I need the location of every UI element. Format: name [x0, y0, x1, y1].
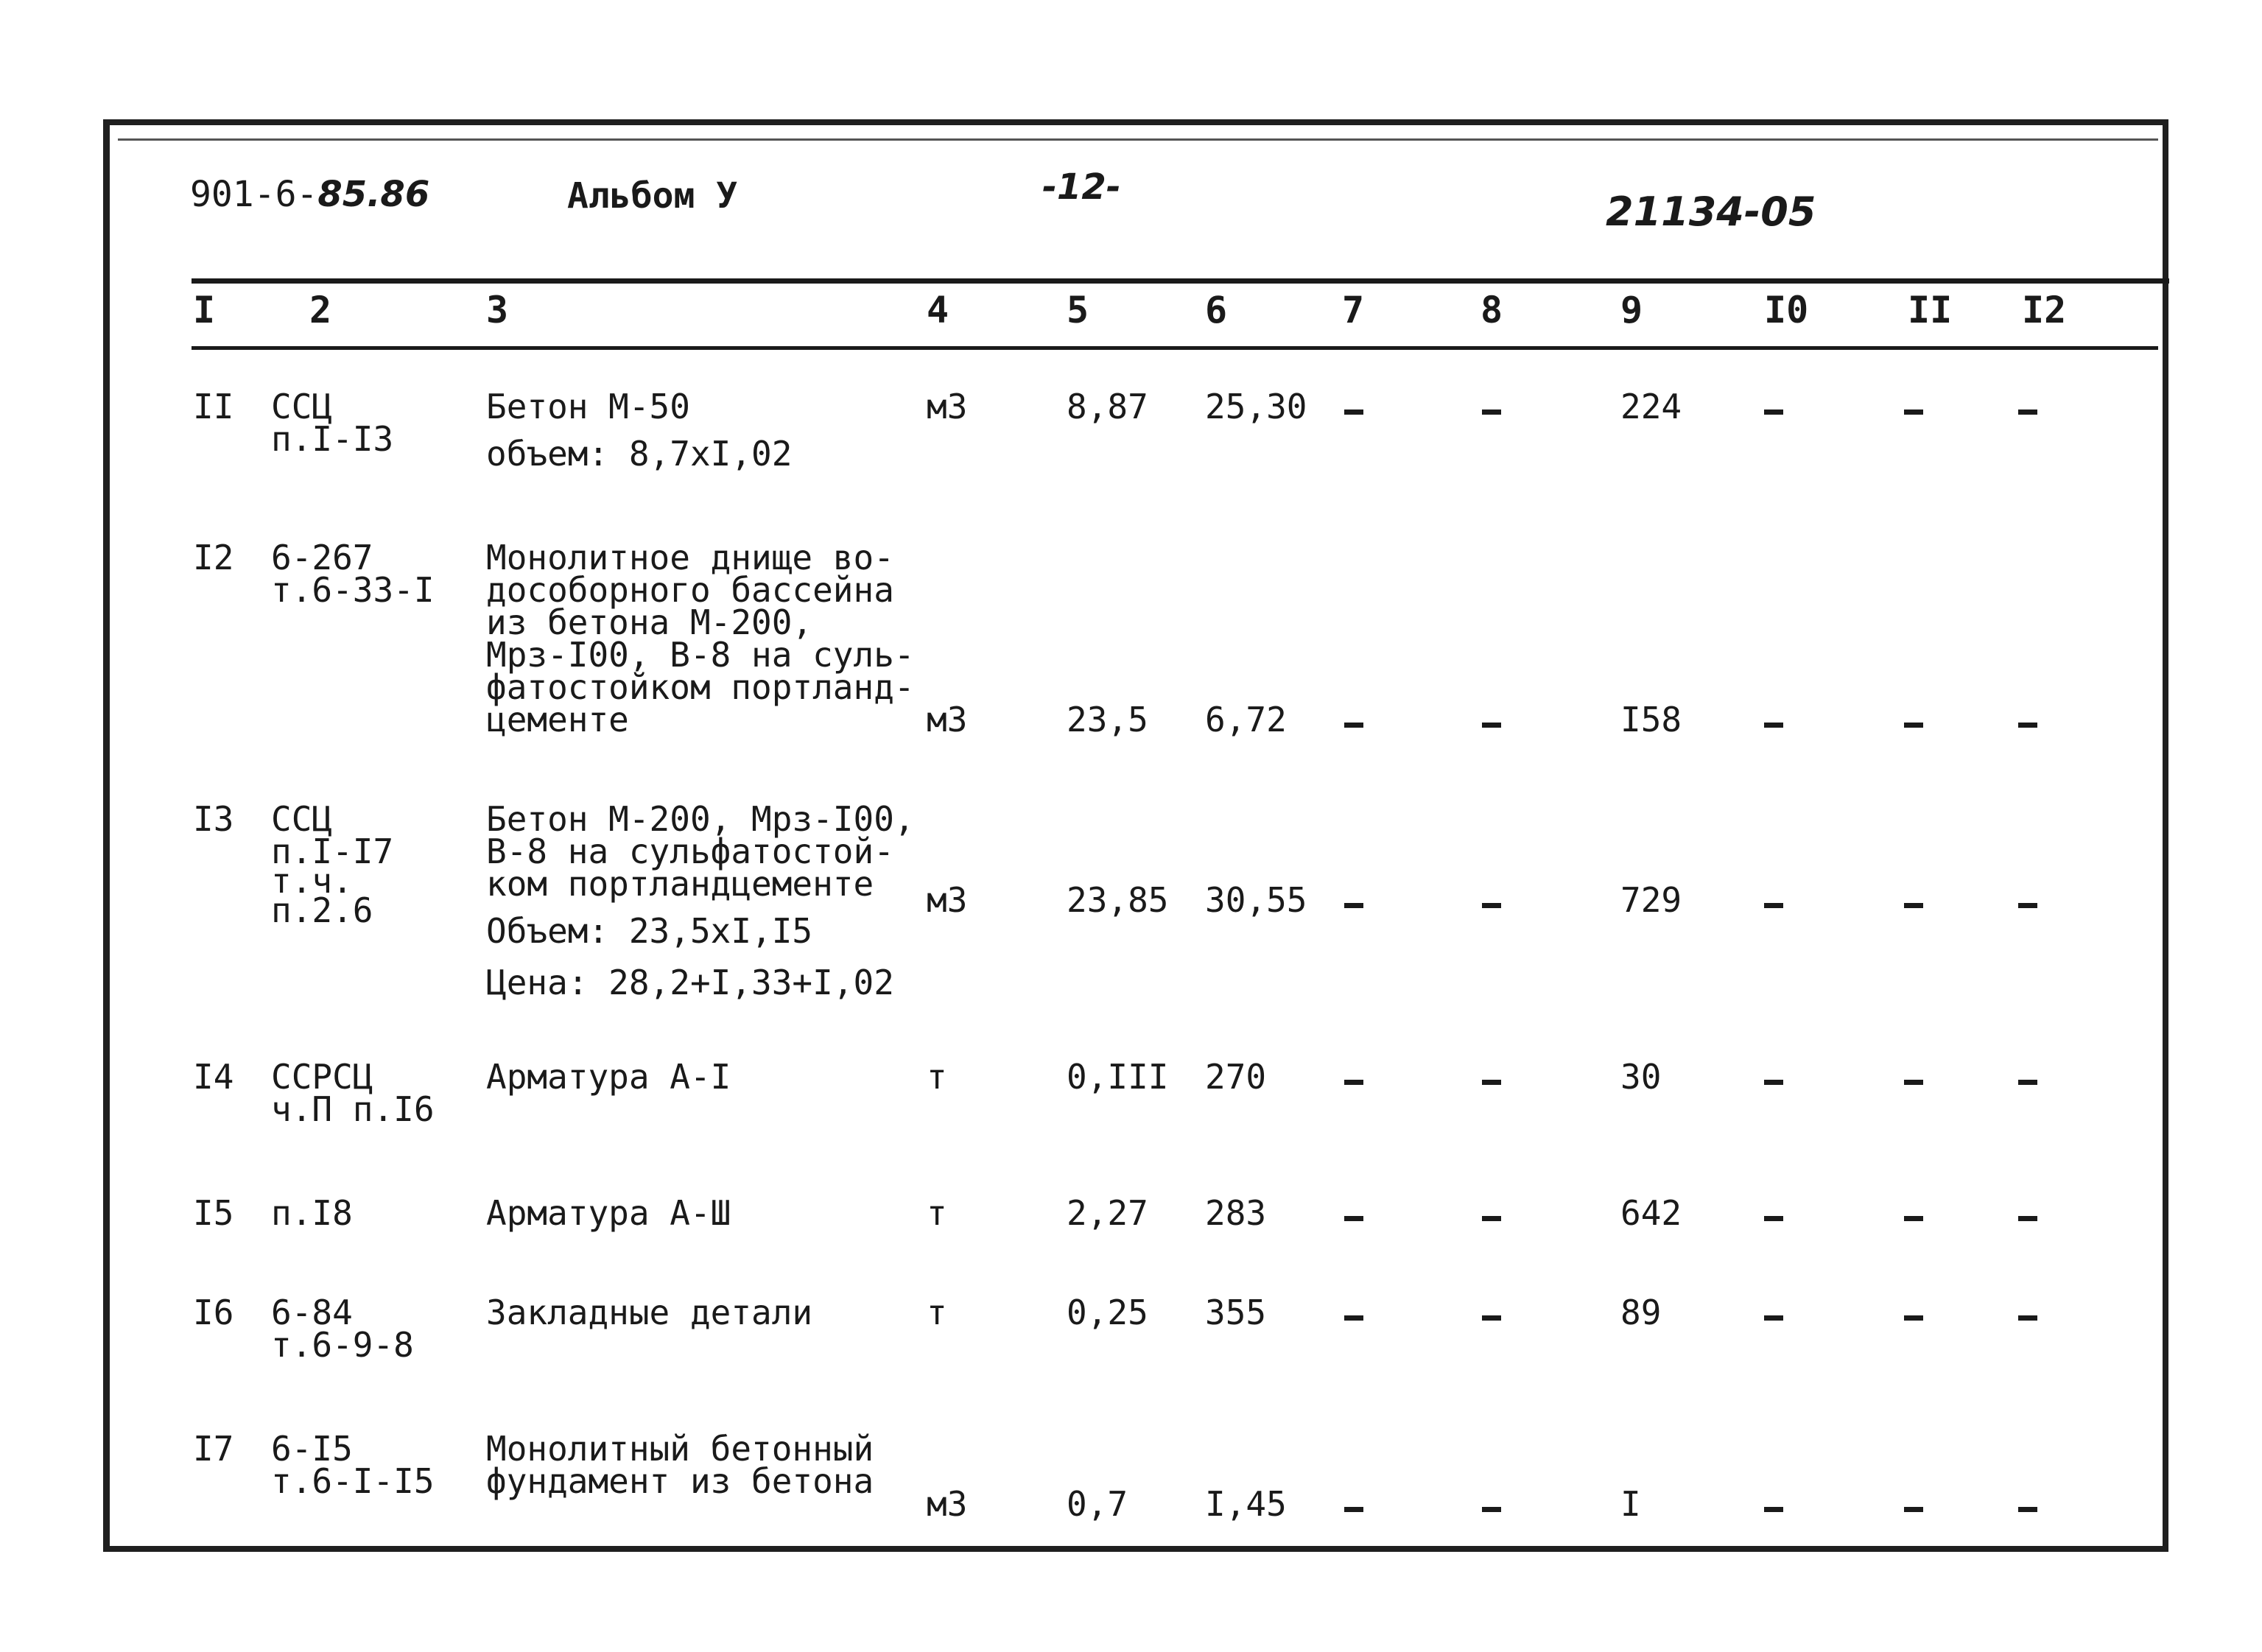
row-description-line: Монолитное днище во-: [486, 538, 894, 577]
row-description-line: фатостойком портланд-: [486, 667, 915, 707]
row-description-line: из бетона М-200,: [486, 602, 813, 642]
row-unit-price: 6,72: [1205, 700, 1287, 739]
row-col8-dash: [1482, 1080, 1501, 1085]
row-col12-dash: [2018, 1315, 2037, 1321]
doc-code: [190, 174, 429, 215]
row-col7-dash: [1344, 723, 1363, 728]
row-quantity: 0,7: [1067, 1484, 1128, 1524]
row-number: I4: [193, 1057, 234, 1097]
row-reference-line: 6-84: [271, 1293, 353, 1332]
row-quantity: 0,III: [1067, 1057, 1169, 1097]
row-unit: м3: [927, 387, 968, 426]
row-col11-dash: [1904, 1507, 1923, 1512]
album-label: Альбом У: [567, 175, 738, 217]
row-col7-dash: [1344, 410, 1363, 415]
row-description-line: Бетон М-200, Мрз-I00,: [486, 799, 915, 839]
row-description-line: дособорного бассейна: [486, 570, 894, 610]
table-top-rule: [192, 278, 2169, 284]
row-total: I58: [1620, 700, 1682, 739]
row-col12-dash: [2018, 1080, 2037, 1085]
row-reference-line: п.2.6: [271, 890, 373, 930]
row-col12-dash: [2018, 1507, 2037, 1512]
row-unit-price: I,45: [1205, 1484, 1287, 1524]
row-number: I2: [193, 538, 234, 577]
row-col10-dash: [1764, 903, 1783, 908]
sheet-code: 21134-05: [1606, 189, 1816, 235]
row-number: I6: [193, 1293, 234, 1332]
row-unit: м3: [927, 700, 968, 739]
page-number: -12-: [1042, 166, 1121, 208]
row-reference-line: т.ч.: [271, 861, 353, 901]
row-col11-dash: [1904, 903, 1923, 908]
row-reference-line: п.I-I7: [271, 832, 394, 871]
row-description-line: В-8 на сульфатостой-: [486, 832, 894, 871]
column-number-10: I0: [1764, 289, 1809, 331]
row-col12-dash: [2018, 410, 2037, 415]
row-col7-dash: [1344, 1216, 1363, 1221]
row-unit-price: 270: [1205, 1057, 1267, 1097]
row-col12-dash: [2018, 903, 2037, 908]
row-quantity: 23,85: [1067, 880, 1169, 920]
row-reference-line: т.6-33-I: [271, 570, 435, 610]
row-reference-line: п.I8: [271, 1193, 353, 1233]
row-number: I5: [193, 1193, 234, 1233]
row-col7-dash: [1344, 1507, 1363, 1512]
row-col12-dash: [2018, 723, 2037, 728]
row-col7-dash: [1344, 1080, 1363, 1085]
column-number-2: 2: [309, 289, 332, 331]
row-unit-price: 355: [1205, 1293, 1267, 1332]
frame-top-rule: [118, 138, 2158, 141]
row-number: I3: [193, 799, 234, 839]
row-col11-dash: [1904, 1216, 1923, 1221]
column-number-7: 7: [1342, 289, 1365, 331]
row-description-line: Монолитный бетонный: [486, 1429, 874, 1469]
row-reference-line: 6-I5: [271, 1429, 353, 1469]
row-reference-line: ч.П п.I6: [271, 1089, 435, 1129]
row-unit-price: 25,30: [1205, 387, 1307, 426]
row-col8-dash: [1482, 1315, 1501, 1321]
column-number-6: 6: [1205, 289, 1228, 331]
row-col7-dash: [1344, 1315, 1363, 1321]
row-unit: м3: [927, 1484, 968, 1524]
row-total: 89: [1620, 1293, 1662, 1332]
row-col7-dash: [1344, 903, 1363, 908]
row-description-line: цементе: [486, 700, 629, 739]
row-note-line: Цена: 28,2+I,33+I,02: [486, 963, 894, 1002]
row-quantity: 2,27: [1067, 1193, 1148, 1233]
row-col11-dash: [1904, 1315, 1923, 1321]
row-reference-line: т.6-I-I5: [271, 1461, 435, 1501]
row-total: 729: [1620, 880, 1682, 920]
row-description-line: Арматура А-Ш: [486, 1193, 731, 1233]
row-reference-line: ССЦ: [271, 387, 333, 426]
row-reference-line: п.I-I3: [271, 419, 394, 459]
row-description-line: фундамент из бетона: [486, 1461, 874, 1501]
column-number-9: 9: [1620, 289, 1643, 331]
doc-code-printed: 901-6-: [190, 174, 318, 215]
row-reference-line: 6-267: [271, 538, 373, 577]
row-quantity: 23,5: [1067, 700, 1148, 739]
row-col10-dash: [1764, 1315, 1783, 1321]
row-number: II: [193, 387, 234, 426]
row-total: 30: [1620, 1057, 1662, 1097]
row-reference-line: т.6-9-8: [271, 1325, 414, 1365]
row-total: 642: [1620, 1193, 1682, 1233]
row-unit: т: [927, 1057, 947, 1097]
column-number-4: 4: [927, 289, 949, 331]
row-col11-dash: [1904, 723, 1923, 728]
row-unit-price: 283: [1205, 1193, 1267, 1233]
doc-code-handwritten: 85.86: [317, 174, 430, 215]
row-quantity: 0,25: [1067, 1293, 1148, 1332]
table-header-rule: [192, 346, 2158, 350]
row-reference-line: ССЦ: [271, 799, 333, 839]
row-col10-dash: [1764, 1080, 1783, 1085]
row-description-line: Закладные детали: [486, 1293, 813, 1332]
row-col10-dash: [1764, 723, 1783, 728]
row-quantity: 8,87: [1067, 387, 1148, 426]
row-total: 224: [1620, 387, 1682, 426]
row-total: I: [1620, 1484, 1641, 1524]
row-unit: т: [927, 1193, 947, 1233]
column-number-8: 8: [1481, 289, 1503, 331]
row-description-line: ком портландцементе: [486, 864, 874, 904]
column-number-5: 5: [1067, 289, 1089, 331]
row-col8-dash: [1482, 1216, 1501, 1221]
row-col10-dash: [1764, 1507, 1783, 1512]
row-unit: м3: [927, 880, 968, 920]
row-col8-dash: [1482, 1507, 1501, 1512]
column-number-1: I: [193, 289, 216, 331]
column-number-3: 3: [486, 289, 509, 331]
row-description-line: Бетон М-50: [486, 387, 690, 426]
row-unit-price: 30,55: [1205, 880, 1307, 920]
column-number-11: II: [1908, 289, 1953, 331]
row-col12-dash: [2018, 1216, 2037, 1221]
row-col8-dash: [1482, 903, 1501, 908]
row-col11-dash: [1904, 410, 1923, 415]
row-unit: т: [927, 1293, 947, 1332]
column-number-12: I2: [2022, 289, 2067, 331]
row-col10-dash: [1764, 1216, 1783, 1221]
row-col10-dash: [1764, 410, 1783, 415]
row-col8-dash: [1482, 723, 1501, 728]
row-number: I7: [193, 1429, 234, 1469]
row-description-line: Арматура А-I: [486, 1057, 731, 1097]
row-description-line: Мрз-I00, В-8 на суль-: [486, 635, 915, 675]
row-col8-dash: [1482, 410, 1501, 415]
row-note-line: Объем: 23,5хI,I5: [486, 911, 813, 951]
row-note-line: объем: 8,7хI,02: [486, 434, 793, 474]
row-col11-dash: [1904, 1080, 1923, 1085]
row-reference-line: ССРСЦ: [271, 1057, 373, 1097]
